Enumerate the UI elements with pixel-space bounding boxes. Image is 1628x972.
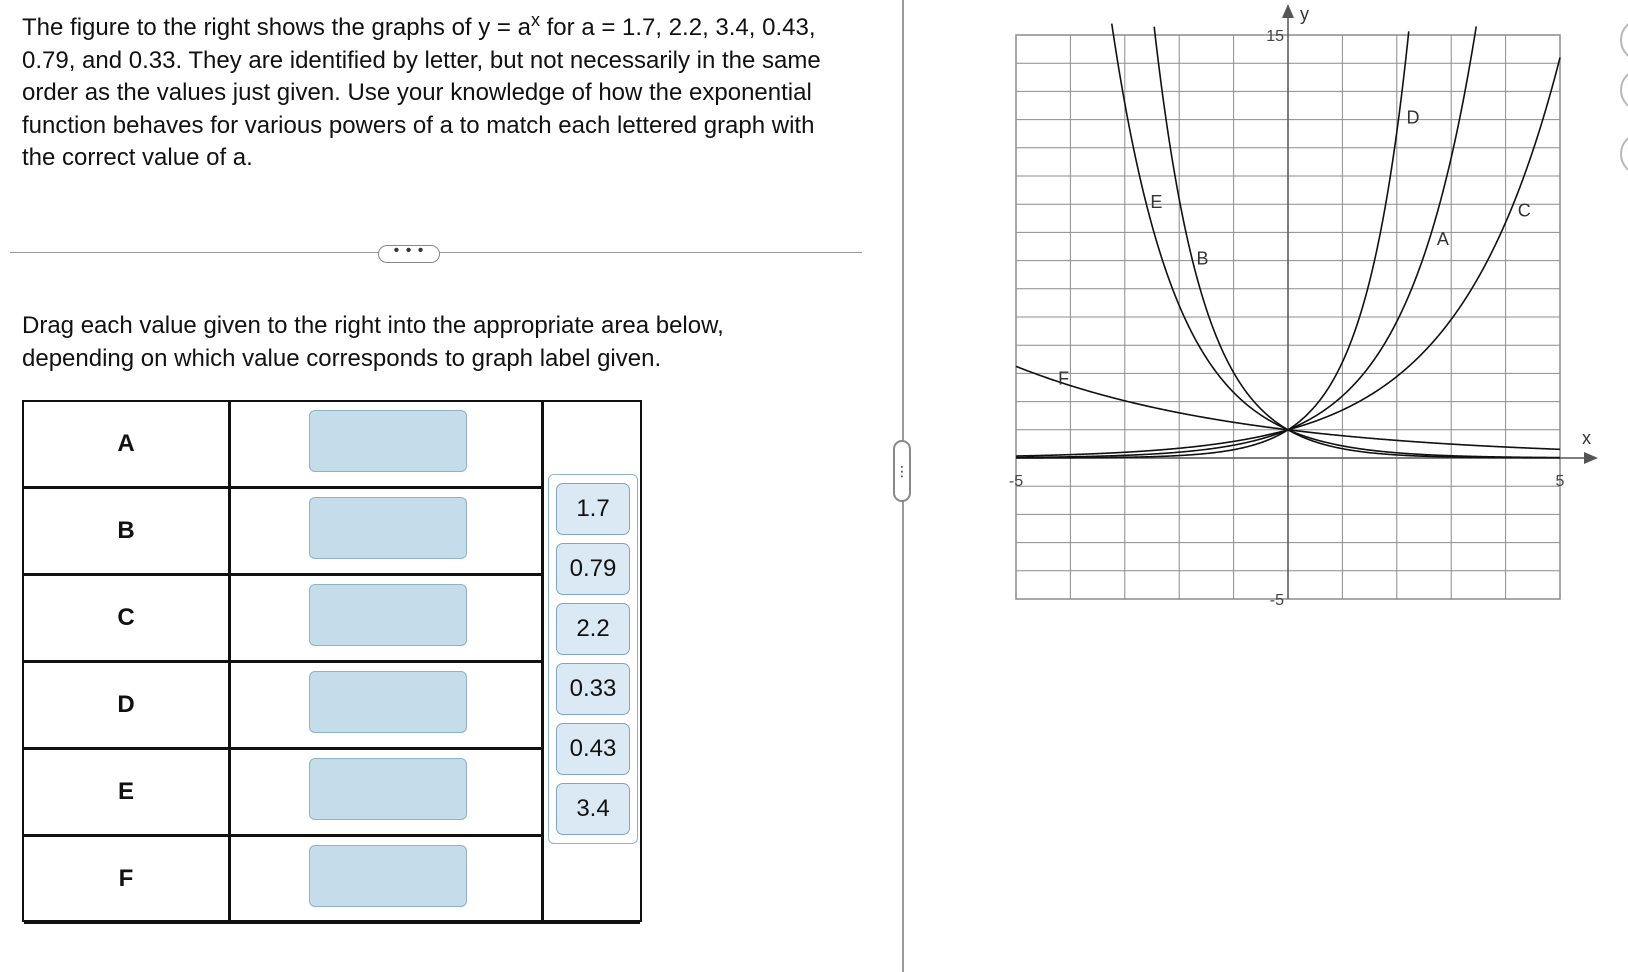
value-chip[interactable]: 2.2 [556,603,630,655]
curve-label: F [1058,368,1070,389]
side-tool-button[interactable] [1620,68,1628,112]
pane-resize-handle[interactable]: ⋮ [893,440,911,502]
question-text: The figure to the right shows the graphs of $y = a^x$ for a = 1.7, 2.2, 3.4, 0.43, 0.79, and 0.33. They are identified by letter, but not necessarily in the same order as the values just given. Use your knowledge of how the exponential function behaves for various powers of a to match each lettered graph with the correct value of a. [22,10,821,171]
drop-zone-d[interactable] [309,671,467,733]
exponent-x: x [530,10,540,30]
graph-label-d: D [24,663,231,747]
curve-label: E [1150,192,1163,213]
value-chip[interactable]: 3.4 [556,783,630,835]
graph-label-f: F [24,837,231,921]
side-tool-button[interactable] [1620,132,1628,176]
tick-label-y-min: -5 [1269,592,1284,609]
match-row-a [24,402,640,489]
value-chip[interactable]: 0.33 [556,663,630,715]
y-axis-label: y [1300,4,1309,24]
curve-label: B [1196,248,1209,269]
curve-label: A [1436,228,1449,249]
drop-zone-b[interactable] [309,497,467,559]
value-bank [548,474,638,844]
instructions-text: Drag each value given to the right into the appropriate area below, depending on which value corresponds to graph label given. [22,312,724,372]
drop-zone-c[interactable] [309,584,467,646]
exponential-graph [970,0,1610,620]
show-more-button[interactable]: • • • [378,245,440,263]
curve-label: C [1517,200,1531,221]
tick-label-x-max: 5 [1555,473,1565,490]
drop-zone-f[interactable] [309,845,467,907]
tick-label-y-max: 15 [1266,28,1284,45]
x-axis-label: x [1582,428,1591,448]
value-chip[interactable]: 1.7 [556,483,630,535]
value-chip[interactable]: 0.43 [556,723,630,775]
graph-label-a: A [24,402,231,486]
tick-label-x-min: -5 [1008,473,1024,490]
side-tool-button[interactable] [1620,18,1628,62]
graph-label-c: C [24,576,231,660]
drop-zone-e[interactable] [309,758,467,820]
axes [1009,4,1598,609]
y-axis-arrow-icon [1282,4,1294,18]
value-chip[interactable]: 0.79 [556,543,630,595]
graph-label-e: E [24,750,231,834]
drop-zone-a[interactable] [309,410,467,472]
curve-d [1016,31,1409,458]
curve-label: D [1406,107,1420,128]
x-axis-arrow-icon [1584,452,1598,464]
curve-labels [1058,108,1531,389]
match-row-f [24,837,640,924]
graph-label-b: B [24,489,231,573]
